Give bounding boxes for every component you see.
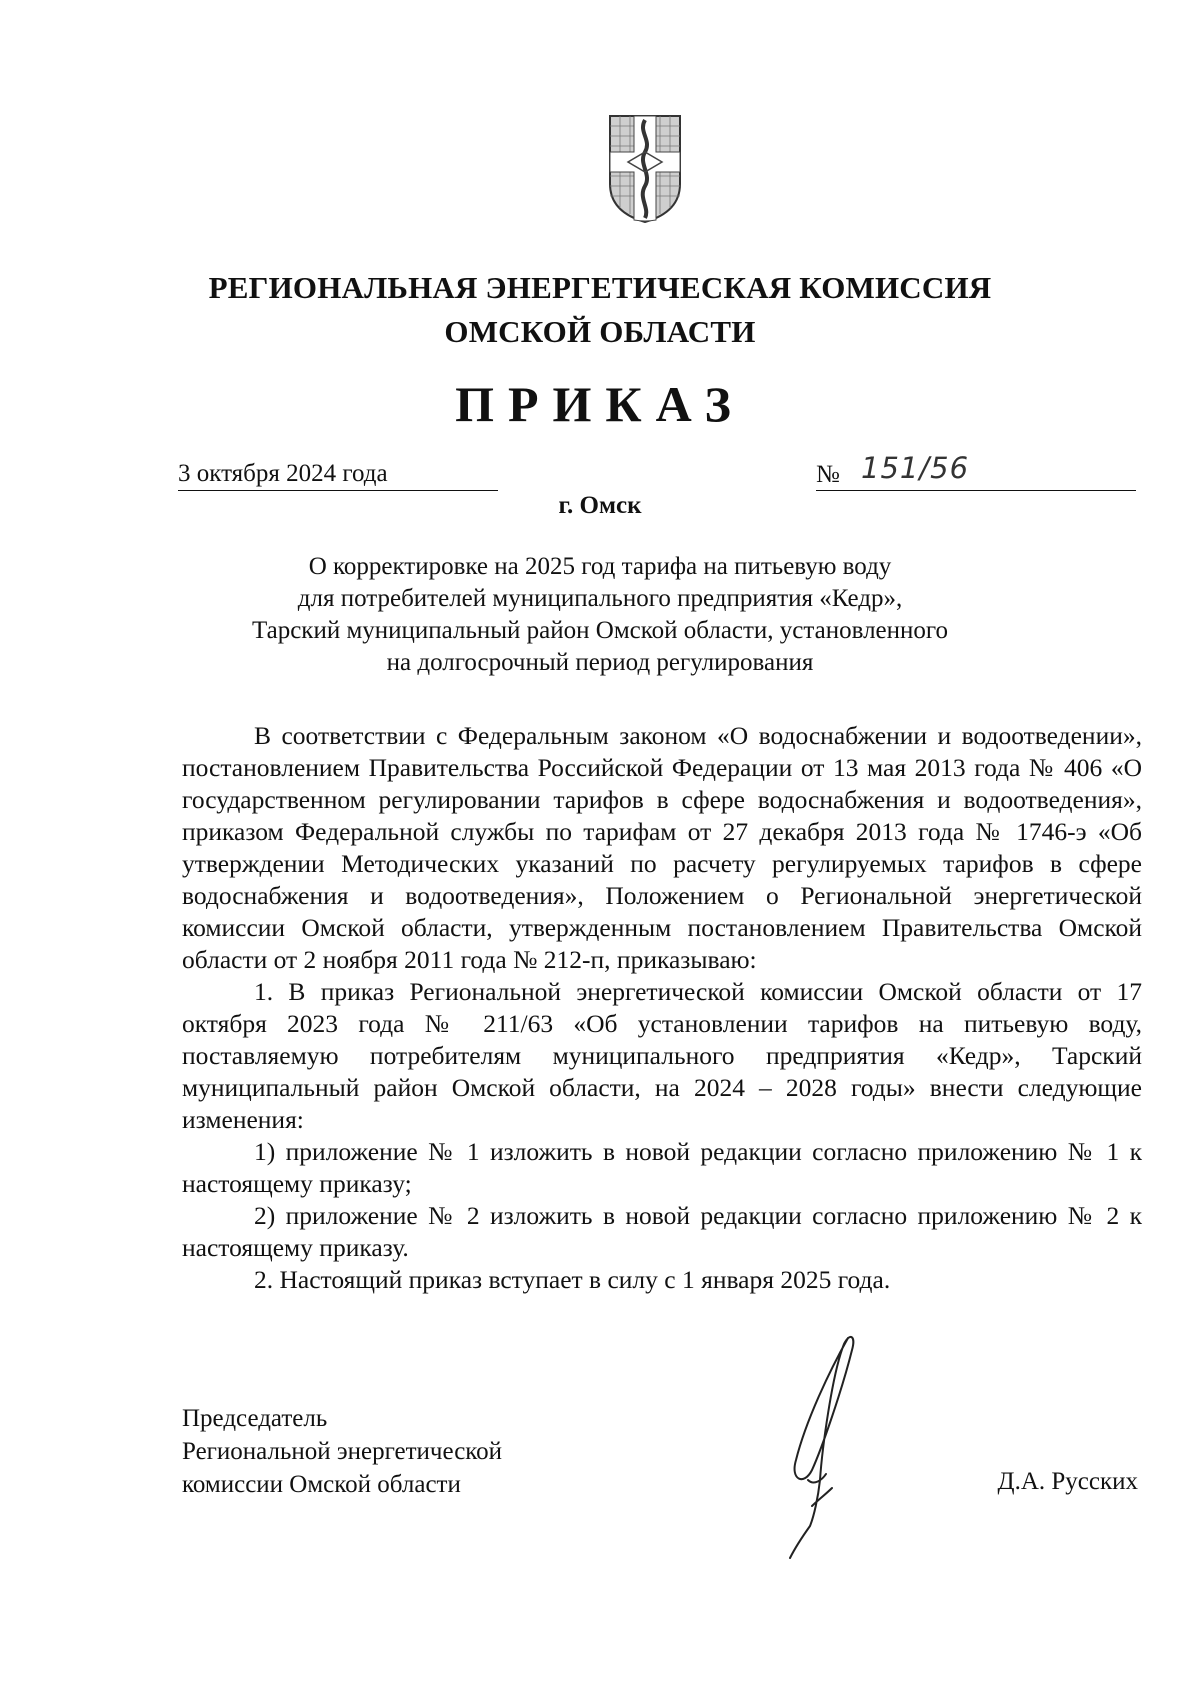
body-paragraph: 2. Настоящий приказ вступает в силу с 1 января 2025 года. xyxy=(254,1265,891,1294)
coat-of-arms-icon xyxy=(608,112,682,224)
document-subject xyxy=(200,551,1000,679)
document-number xyxy=(816,453,1136,491)
subject-line: для потребителей муниципального предприятия «Кедр», xyxy=(297,585,903,612)
subject-line: Тарский муниципальный район Омской области, установленного xyxy=(251,617,949,644)
signatory-title-line: комиссии Омской области xyxy=(182,1471,461,1498)
subject-line: О корректировке на 2025 год тарифа на питьевую воду xyxy=(308,553,892,580)
signatory-title-line: Председатель xyxy=(182,1405,328,1432)
body-paragraph: 1. В приказ Региональной энергетической комиссии Омской области от 17 октября 2023 года № 211/63 «Об установлении тарифов на питьевую воду, поставляемую потребителям муниципального предприятия «Кедр», Тарский муниципальный район Омской области, на 2024 – 2028 годы» внести следующие изменения: xyxy=(182,977,1142,1134)
document-type: ПРИКАЗ xyxy=(455,376,745,432)
organization-name-line2: ОМСКОЙ ОБЛАСТИ xyxy=(444,314,756,349)
subject-line: на долгосрочный период регулирования xyxy=(386,649,814,676)
organization-name-line1: РЕГИОНАЛЬНАЯ ЭНЕРГЕТИЧЕСКАЯ КОМИССИЯ xyxy=(208,270,992,305)
number-label: № xyxy=(816,461,840,488)
signatory-title xyxy=(182,1402,502,1501)
signatory-name: Д.А. Русских xyxy=(997,1468,1138,1495)
body-paragraph: В соответствии с Федеральным законом «О водоснабжении и водоотведении», постановлением Правительства Российской Федерации от 13 мая 2013 года № 406 «О государственном регулировании тарифов в сфере водоснабжения и водоотведения», приказом Федеральной службы по тарифам от 27 декабря 2013 года № 1746-э «Об утверждении Методических указаний по расчету регулируемых тарифов в сфере водоснабжения и водоотведения», Положением о Региональной энергетической комиссии Омской области, утвержденным постановлением Правительства Омской области от 2 ноября 2011 года № 212-п, приказываю: xyxy=(182,721,1142,974)
body-paragraph: 1) приложение № 1 изложить в новой редакции согласно приложению № 1 к настоящему приказу; xyxy=(182,1137,1142,1198)
body-paragraph: 2) приложение № 2 изложить в новой редакции согласно приложению № 2 к настоящему приказу. xyxy=(182,1201,1142,1262)
document-date: 3 октября 2024 года xyxy=(178,460,498,491)
document-body xyxy=(182,720,1142,1296)
document-city: г. Омск xyxy=(558,492,642,519)
signatory-title-line: Региональной энергетической xyxy=(182,1438,503,1465)
handwritten-signature-icon xyxy=(760,1330,880,1560)
number-value-handwritten: 151/56 xyxy=(861,451,970,485)
